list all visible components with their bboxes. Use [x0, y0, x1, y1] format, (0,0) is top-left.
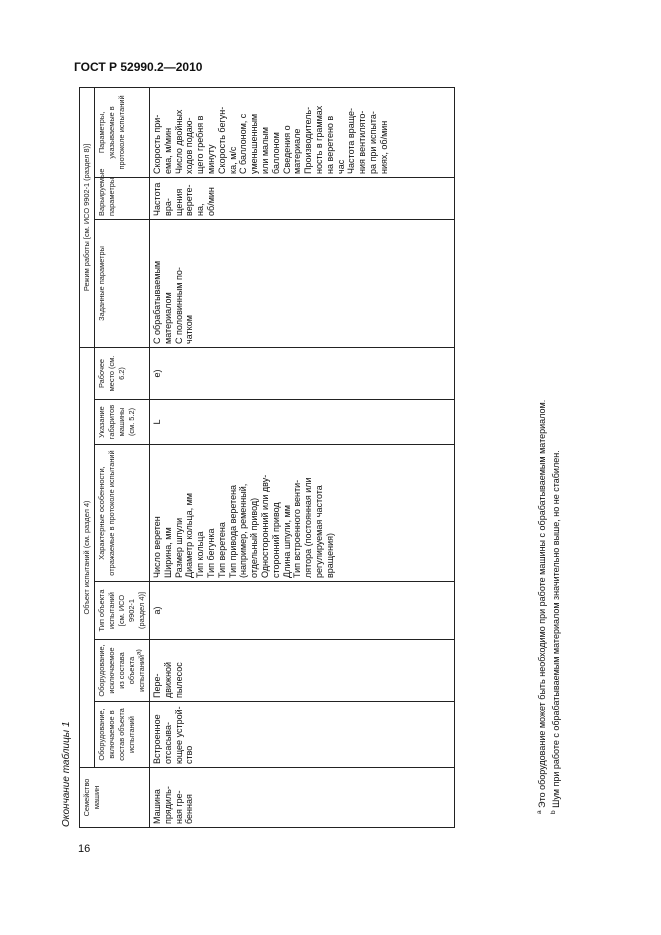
cell-line: чатком	[184, 315, 195, 344]
cell-line: ния вентилято-	[357, 110, 368, 174]
cell-line: бенная	[184, 794, 195, 824]
cell-line: ема, м/мин	[162, 127, 173, 174]
cell-line: Пере-	[152, 673, 162, 698]
cell-line: Ширина, мм	[162, 527, 173, 578]
spec-table	[79, 87, 455, 828]
cell-dimensions: L	[150, 400, 455, 445]
cell-line: верете-	[184, 184, 195, 216]
cell-line: щего гребня в	[195, 115, 206, 174]
table-row	[150, 87, 455, 827]
cell-var-params	[150, 177, 455, 219]
cell-line: ность в граммах	[313, 105, 324, 174]
cell-line: уменьшенным	[249, 113, 260, 174]
cell-line: Число двойных	[173, 109, 184, 174]
group-operating-mode-header: Режим работы [см. ИСО 9902-1 (раздел 8)]	[80, 87, 95, 347]
footnote-b-text: Шум при работе с обрабатываемым материалом значительно выше, но не стабилен.	[551, 450, 561, 808]
cell-report-params	[150, 87, 455, 177]
col-var-params-header: Варьируемые параметры	[95, 177, 150, 219]
cell-line: пылесос	[173, 662, 184, 698]
cell-line: отдельный привод)	[249, 497, 260, 578]
col-included-header: Оборудование, включаемое в состав объекта испытаний	[95, 702, 150, 768]
cell-line: щения	[173, 188, 184, 216]
cell-line: ка, м/с	[227, 146, 238, 174]
cell-line: ра при испыта-	[367, 111, 378, 174]
cell-object-type: а)	[150, 582, 455, 640]
cell-workplace: e)	[150, 347, 455, 399]
cell-line: об/мин	[205, 187, 216, 216]
cell-line: Машина	[152, 789, 162, 824]
cell-line: Встроенное	[152, 714, 162, 764]
cell-line: С баллоном, с	[238, 113, 249, 174]
group-test-object-header: Объект испытаний (см. раздел 4)	[80, 347, 95, 767]
cell-line: регулируемая частота	[313, 485, 324, 578]
footnote-a-text: Это оборудование может быть необходимо при работе машины с обрабатываемым материалом.	[537, 399, 547, 808]
document-header: ГОСТ Р 52990.2—2010	[74, 60, 203, 74]
col-excluded-mark: a)	[135, 649, 143, 655]
col-workplace-header: Рабочее место (см. 6.2)	[95, 347, 150, 399]
col-report-params-header: Параметры, указываемые в протоколе испытаний	[95, 87, 150, 177]
cell-line: Размер шпули	[173, 517, 184, 578]
cell-line: Частота	[152, 182, 162, 216]
cell-line: Частота враще-	[346, 107, 357, 174]
cell-line: движной	[162, 661, 173, 698]
cell-line: (например, ременный,	[238, 483, 249, 578]
cell-line: час	[335, 159, 346, 174]
cell-line: ство	[184, 745, 195, 764]
cell-line: прядиль-	[162, 786, 173, 824]
footnote-b-mark: b	[550, 810, 557, 814]
cell-line: Скорость бегун-	[216, 106, 227, 174]
cell-line: Сведения о	[281, 125, 292, 174]
col-family-header: Семейство машин	[80, 768, 150, 828]
cell-line: С обрабатываемым	[152, 260, 162, 344]
cell-line: или малым	[259, 127, 270, 174]
cell-line: отсасыва-	[162, 722, 173, 764]
col-features-header: Характерные особенности, отражаемые в протоколе испытаний	[95, 445, 150, 582]
cell-family	[150, 768, 455, 828]
cell-line: ходов подаю-	[184, 117, 195, 174]
cell-line: вра-	[162, 198, 173, 216]
cell-line: ная гре-	[173, 790, 184, 824]
cell-line: Производитель-	[303, 106, 314, 174]
col-set-params-header: Заданные параметры	[95, 219, 150, 347]
cell-included	[150, 702, 455, 768]
cell-line: Диаметр кольца, мм	[184, 493, 195, 578]
cell-set-params	[150, 219, 455, 347]
col-excluded-text: Оборудование, исключаемое из состава объекта испытаний	[97, 644, 146, 697]
page-number: 16	[78, 843, 91, 855]
footnote-a-mark: a	[536, 810, 543, 814]
cell-line: материале	[292, 128, 303, 174]
cell-line: Односторонний или дву-	[259, 474, 270, 578]
cell-line: ющее устрой-	[173, 706, 184, 764]
cell-line: Число веретен	[152, 516, 162, 578]
cell-line: ниях, об/мин	[378, 120, 389, 174]
cell-line: вращения)	[324, 533, 335, 578]
cell-line: Тип привода веретена	[227, 484, 238, 578]
cell-line: на веретено в	[324, 115, 335, 174]
cell-line: лятора (постоянная или	[303, 477, 314, 578]
cell-line: на,	[195, 203, 206, 216]
cell-line: С половинным по-	[173, 267, 184, 344]
cell-line: Тип встроенного венти-	[292, 479, 303, 578]
cell-line: Тип кольца	[195, 531, 206, 578]
footnote-a	[537, 400, 547, 814]
cell-line: минуту	[205, 144, 216, 174]
rotated-table-block	[61, 88, 581, 828]
col-object-type-header: Тип объекта испытаний [см. ИСО 9902-1 (раздел 4)]	[95, 582, 150, 640]
col-dimensions-header: Указание габаритов машины (см. 5.2)	[95, 400, 150, 445]
table-continuation-label: Окончание таблицы 1	[61, 721, 72, 827]
cell-line: Тип веретена	[216, 522, 227, 578]
cell-line: Тип бегунка	[205, 528, 216, 578]
cell-excluded	[150, 640, 455, 702]
cell-line: Длина шпули, мм	[281, 505, 292, 578]
footnote-b	[551, 450, 561, 814]
cell-line: сторонний привод	[270, 502, 281, 578]
col-excluded-header	[95, 640, 150, 702]
cell-line: баллоном	[270, 132, 281, 174]
cell-line: Скорость при-	[152, 114, 162, 174]
cell-line: материалом	[162, 292, 173, 344]
cell-features	[150, 445, 455, 582]
